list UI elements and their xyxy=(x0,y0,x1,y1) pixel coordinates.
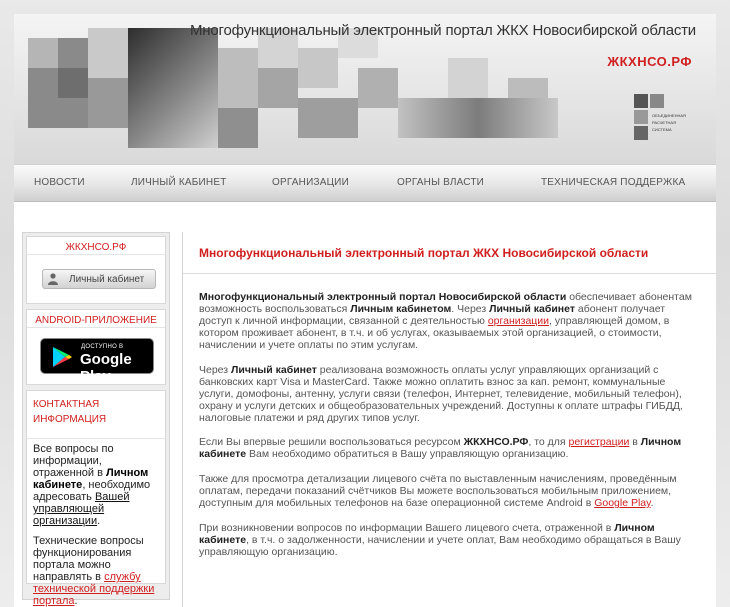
text: При возникновении вопросов по информации Вашего лицевого счета, отраженной в xyxy=(199,522,615,534)
support-service-link[interactable]: службу технической поддержки портала xyxy=(33,571,155,607)
google-play-icon xyxy=(51,346,73,368)
google-play-big-text: Google Play xyxy=(80,351,132,385)
mobile-app-paragraph xyxy=(199,473,695,509)
registration-link[interactable]: регистрации xyxy=(568,436,630,448)
bold-text: Многофункциональный электронный портал Новосибирской области xyxy=(199,291,567,303)
sidebar-contact-box xyxy=(26,390,166,607)
text: , в т.ч. о задолженности, начислении и учете оплат, Вам необходимо обращаться в Вашу управляющую организацию. xyxy=(199,534,681,558)
main-content xyxy=(182,232,716,607)
header-banner xyxy=(14,14,716,164)
text: Через xyxy=(199,364,232,376)
nav-news[interactable]: НОВОСТИ xyxy=(34,177,85,188)
text: обеспечивает абонентам возможность воспользоваться xyxy=(199,291,692,315)
contact-text: , необходимо адресовать xyxy=(33,479,151,503)
sidebar-site-box xyxy=(26,236,166,304)
contact-text: . xyxy=(97,515,101,527)
text: . xyxy=(650,497,654,509)
text: . Через xyxy=(451,303,490,315)
bold-text: Личный кабинет xyxy=(231,364,317,376)
bold-text: Личном кабинете xyxy=(199,522,655,546)
text: Также для просмотра детализации лицевого счёта по выставленным начислениям, проведённым оплатам, передачи показаний счётчиков Вы можете воспользоваться мобильным приложением, доступным для мобильных телефонов на базе операционной системе Android в xyxy=(199,473,677,509)
text: Если Вы впервые решили воспользоваться ресурсом xyxy=(199,436,464,448)
contact-paragraph-2 xyxy=(33,535,159,607)
organization-link[interactable]: организации xyxy=(487,315,550,327)
text: абонент получает доступ к личной информации, связанной с деятельностью xyxy=(199,303,666,327)
registration-paragraph xyxy=(199,436,695,460)
management-company-link[interactable]: Вашей управляющей организации xyxy=(33,491,130,527)
text: реализована возможность оплаты услуг управляющих организаций с банковских карт Visa и MasterCard. Также можно оплатить взнос за кап. ремонт, коммунальные услуги, домофоны, антенну, услуги связи (телефон, Интернет, телевидение, мобильный телефон), охрану и услуги детских и общеобразовательных учреждений. Доступны к оплате штрафы ГИБДД, налоговые платежи и ряд других типов услуг. xyxy=(199,364,683,424)
nav-organizations[interactable]: ОРГАНИЗАЦИИ xyxy=(272,177,349,188)
intro-paragraph xyxy=(199,291,695,351)
logo-line-2: РАСЧЕТНАЯ xyxy=(652,120,676,125)
sidebar xyxy=(22,232,170,607)
nav-personal-cabinet[interactable]: ЛИЧНЫЙ КАБИНЕТ xyxy=(131,177,227,188)
sidebar-android-box xyxy=(26,309,166,385)
payment-paragraph xyxy=(199,364,695,424)
personal-cabinet-button[interactable] xyxy=(42,269,156,289)
personal-cabinet-button-label: Личный кабинет xyxy=(69,274,145,285)
sidebar-android-heading: ANDROID-ПРИЛОЖЕНИЕ xyxy=(27,310,165,328)
header-mosaic-image xyxy=(28,28,588,158)
sidebar-site-heading: ЖКХНСО.РФ xyxy=(27,237,165,255)
questions-paragraph xyxy=(199,522,695,558)
contact-text: . xyxy=(74,595,78,607)
google-play-link[interactable]: Google Play xyxy=(594,497,651,509)
header-brand[interactable]: ЖКХНСО.РФ xyxy=(607,54,692,69)
contact-text: Технические вопросы функционирования портала можно направлять в xyxy=(33,535,144,583)
bold-text: Личный кабинет xyxy=(489,303,575,315)
user-icon xyxy=(48,273,58,285)
text: Вам необходимо обратиться в Вашу управляющую организацию. xyxy=(246,448,569,460)
google-play-small-text: ДОСТУПНО В xyxy=(81,344,124,350)
google-play-badge[interactable] xyxy=(40,338,154,385)
nav-tech-support[interactable]: ТЕХНИЧЕСКАЯ ПОДДЕРЖКА xyxy=(541,177,686,188)
text: , управляющей домом, в котором проживает абонент, в т.ч. и об услугах, оказываемых этой организацией, о стоимости, начислении и учете оплаты по этим услугам. xyxy=(199,315,670,351)
ors-logo xyxy=(634,94,696,154)
logo-line-1: ОБЪЕДИНЕННАЯ xyxy=(652,113,686,118)
contact-text: Все вопросы по информации, отраженной в xyxy=(33,443,114,479)
contact-bold: Личном кабинете xyxy=(33,467,149,491)
text: , то для xyxy=(528,436,569,448)
header-title: Многофункциональный электронный портал ЖКХ Новосибирской области xyxy=(190,22,696,39)
contact-body xyxy=(27,439,165,607)
nav-authorities[interactable]: ОРГАНЫ ВЛАСТИ xyxy=(397,177,485,188)
logo-line-3: СИСТЕМА xyxy=(652,127,672,132)
bold-text: Личным кабинетом xyxy=(350,303,452,315)
bold-text: ЖКХНСО.РФ xyxy=(463,436,529,448)
main-nav xyxy=(14,164,716,202)
bold-text: Личном кабинете xyxy=(199,436,682,460)
contact-paragraph-1 xyxy=(33,443,159,527)
contact-heading: КОНТАКТНАЯ ИНФОРМАЦИЯ xyxy=(27,391,165,439)
page-title: Многофункциональный электронный портал ЖКХ Новосибирской области xyxy=(183,232,717,274)
text: в xyxy=(629,436,641,448)
